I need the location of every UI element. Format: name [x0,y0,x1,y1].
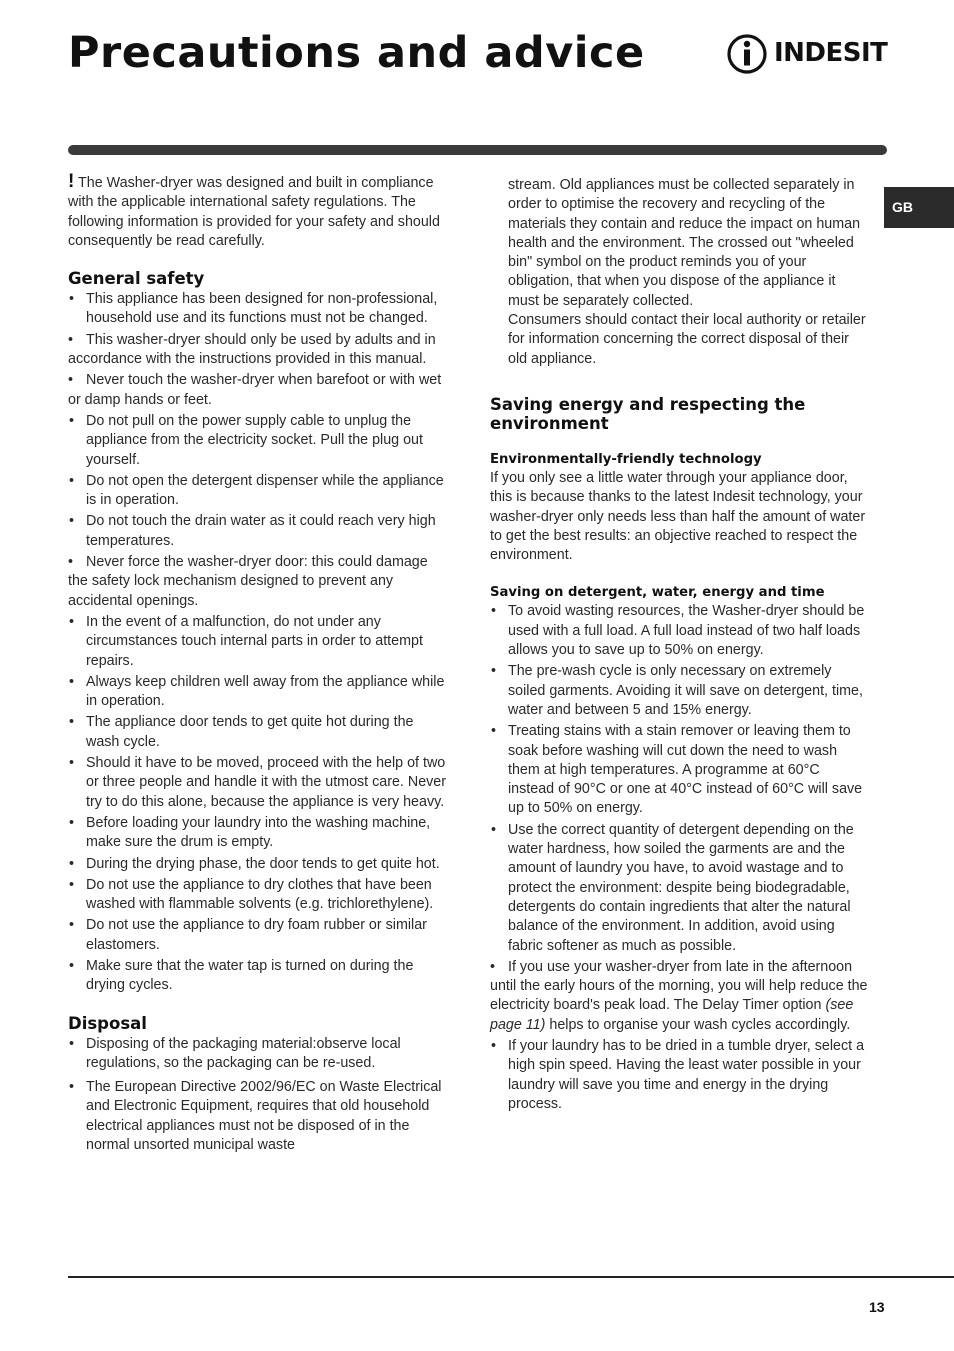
list-item: • Do not touch the drain water as it could reach very high temperatures. [68,512,448,551]
list-item: • Never touch the washer-dryer when barefoot or with wet or damp hands or feet. [68,372,442,408]
intro-text: The Washer-dryer was designed and built in compliance with the applicable international safety regulations. The following information is provided for your safety and should consequently be read carefully. [68,175,440,249]
info-i-icon [726,32,770,76]
indesit-logo [726,32,888,76]
eco-subheading: Environmentally-friendly technology [490,451,762,467]
language-tab: GB [884,187,954,228]
list-item: • This appliance has been designed for non-professional, household use and its functions must not be changed. [68,290,448,329]
list-item: • Make sure that the water tap is turned on during the drying cycles. [68,957,448,996]
list-item: • Treating stains with a stain remover or leaving them to soak before washing will cut down the need to wash them at high temperatures. A programme at 60°C instead of 90°C or one at 40°C instead of 60°C will save up to 50% on energy. [490,722,868,818]
list-item: • Always keep children well away from the appliance while in operation. [68,673,448,712]
list-item: • To avoid wasting resources, the Washer-dryer should be used with a full load. A full load instead of two half loads allows you to save up to 50% on energy. [490,602,868,660]
intro-paragraph [68,172,448,251]
list-item: • Do not open the detergent dispenser while the appliance is in operation. [68,472,448,511]
page-title: Precautions and advice [68,28,645,78]
eco-paragraph: If you only see a little water through your appliance door, this is because thanks to the latest Indesit technology, your washer-dryer only needs less than half the amount of water to get the best results: an objective reached to respect the environment. [490,469,866,564]
list-item: • If you use your washer-dryer from late in the afternoon until the early hours of the morning, you will help reduce the electricity board's peak load. The Delay Timer option (see page 11) helps to organise your wash cycles accordingly. [490,958,868,1033]
right-column [490,176,868,1116]
list-item: • The pre-wash cycle is only necessary on extremely soiled garments. Avoiding it will save on detergent, time, water and between 5 and 15% energy. [490,662,868,720]
list-item: • In the event of a malfunction, do not under any circumstances touch internal parts in order to attempt repairs. [68,613,448,671]
saving-list [490,602,868,1114]
header-divider [68,145,887,155]
list-item: • This washer-dryer should only be used by adults and in accordance with the instructions provided in this manual. [68,331,436,368]
list-item: • Do not use the appliance to dry foam rubber or similar elastomers. [68,916,448,955]
page-reference: (see page 11) [490,997,854,1033]
page-number: 13 [869,1299,885,1315]
list-item: • The appliance door tends to get quite hot during the wash cycle. [68,713,448,752]
disposal-heading: Disposal [68,1013,147,1033]
list-item: • Should it have to be moved, proceed with the help of two or three people and handle it with the utmost care. Never try to do this alone, because the appliance is very heavy. [68,754,448,812]
warning-mark: ! [68,171,75,192]
disposal-list [68,1035,448,1156]
list-item: • During the drying phase, the door tends to get quite hot. [68,855,448,874]
list-item: • The European Directive 2002/96/EC on Waste Electrical and Electronic Equipment, requires that old household electrical appliances must not be disposed of in the normal unsorted municipal waste [68,1078,448,1155]
list-item: • Do not pull on the power supply cable to unplug the appliance from the electricity socket. Pull the plug out yourself. [68,412,448,470]
list-item: • Use the correct quantity of detergent depending on the water hardness, how soiled the garments are and the amount of laundry you have, to avoid wastage and to protect the environment: despite being biodegradable, detergents do contain ingredients that alter the natural balance of the environment. In addition, avoid using fabric softener as much as possible. [490,821,868,956]
general-safety-list [68,290,448,995]
list-item: • Do not use the appliance to dry clothes that have been washed with flammable solvents (e.g. trichlorethylene). [68,876,448,915]
disposal-contact: Consumers should contact their local authority or retailer for information concerning the correct disposal of their old appliance. [508,312,866,367]
list-item: • Disposing of the packaging material:observe local regulations, so the packaging can be re-used. [68,1035,448,1074]
general-safety-heading: General safety [68,269,205,289]
brand-wordmark: INDESIT [774,38,888,68]
saving-subheading: Saving on detergent, water, energy and time [490,585,825,601]
list-item: • Never force the washer-dryer door: this could damage the safety lock mechanism designed to prevent any accidental openings. [68,554,428,609]
list-item: • If your laundry has to be dried in a tumble dryer, select a high spin speed. Having the least water possible in your laundry will save you time and energy in the drying process. [490,1037,868,1114]
list-item: • Before loading your laundry into the washing machine, make sure the drum is empty. [68,814,448,853]
left-column [68,172,448,1157]
disposal-continuation: stream. Old appliances must be collected separately in order to optimise the recovery and recycling of the materials they contain and reduce the impact on human health and the environment. The crossed out "wheeled bin" symbol on the product reminds you of your obligation, that when you dispose of the appliance it must be separately collected. [508,177,861,309]
footer-divider [68,1276,954,1278]
saving-heading: Saving energy and respecting the environment [490,394,806,433]
